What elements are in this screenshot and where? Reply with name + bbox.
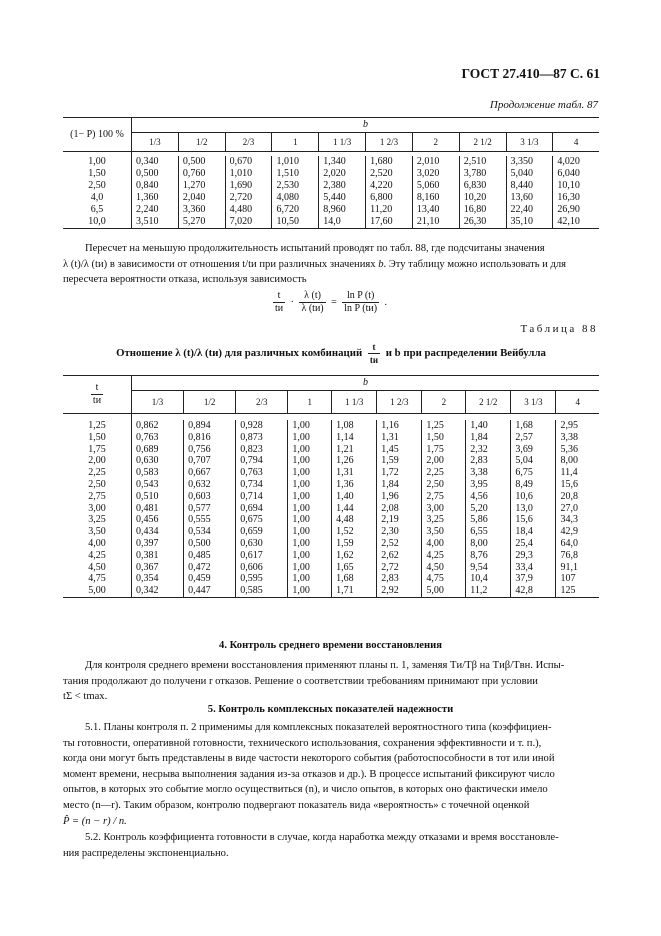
table-cell: 0,823 (236, 444, 288, 456)
table-cell: 0,459 (184, 573, 236, 585)
table-cell: 1,45 (377, 444, 422, 456)
page-header-code: ГОСТ 27.410—87 С. 61 (461, 66, 600, 81)
table88-b-label: b (132, 376, 600, 391)
table-cell: 1,00 (288, 585, 332, 597)
table-cell: 2,520 (366, 168, 413, 180)
table-cell: 1,25 (422, 420, 466, 432)
table-cell: 5,20 (466, 503, 511, 515)
table-cell: 3,510 (132, 216, 179, 229)
table-cell: 5,270 (178, 216, 225, 229)
table-cell: 16,30 (553, 192, 599, 204)
table-cell: 26,30 (459, 216, 506, 229)
table-cell: 1,360 (132, 192, 179, 204)
table-cell: 1,010 (225, 168, 272, 180)
table-row (63, 573, 599, 585)
table-cell: 1,00 (288, 503, 332, 515)
table-cell: 1,14 (332, 432, 377, 444)
table-cell: 9,54 (466, 562, 511, 574)
table-cell: 37,9 (511, 573, 556, 585)
table-cell: 6,830 (459, 180, 506, 192)
row-label-cell: 4,75 (88, 573, 106, 585)
table-cell: 6,040 (553, 168, 599, 180)
table87-col-header: 2 (412, 133, 459, 152)
table-cell: 0,630 (236, 538, 288, 550)
table-cell: 0,367 (132, 562, 184, 574)
table-cell: 0,760 (178, 168, 225, 180)
table-cell: 2,380 (319, 180, 366, 192)
table87-col-header: 1/2 (178, 133, 225, 152)
table-cell: 3,69 (511, 444, 556, 456)
table-cell: 8,76 (466, 550, 511, 562)
table-cell: 1,84 (377, 479, 422, 491)
table-continuation-note: Продолжение табл. 87 (489, 99, 598, 111)
table-cell: 6,55 (466, 526, 511, 538)
table-cell: 2,95 (556, 420, 599, 432)
row-label-cell: 4,0 (90, 192, 104, 203)
table-cell: 0,816 (184, 432, 236, 444)
table-cell: 0,928 (236, 420, 288, 432)
table-cell: 0,577 (184, 503, 236, 515)
table-cell: 5,36 (556, 444, 599, 456)
table88-col-header: 1 2/3 (377, 391, 422, 414)
table-cell: 4,75 (422, 573, 466, 585)
row-label-cell: 1,25 (88, 420, 106, 431)
table-cell: 34,3 (556, 514, 599, 526)
table-cell: 8,00 (466, 538, 511, 550)
table-row (63, 180, 599, 192)
table-cell: 6,800 (366, 192, 413, 204)
ratio-formula: t tи · λ (t) λ (tи) = ln P (t) ln P (tи) . (275, 290, 388, 314)
table-cell: 1,44 (332, 503, 377, 515)
table-row (63, 432, 599, 444)
row-label-cell: 2,25 (88, 467, 106, 479)
table-cell: 1,26 (332, 455, 377, 467)
table-row (63, 444, 599, 456)
table-cell: 3,360 (178, 204, 225, 216)
table-cell: 2,30 (377, 526, 422, 538)
table-cell: 0,354 (132, 573, 184, 585)
table-cell: 3,95 (466, 479, 511, 491)
row-label-cell: 3,25 (88, 514, 106, 526)
table-row (63, 216, 599, 229)
table-row (63, 455, 599, 467)
table-cell: 4,480 (225, 204, 272, 216)
table-cell: 2,19 (377, 514, 422, 526)
table87-col-header: 4 (553, 133, 599, 152)
table-row (63, 204, 599, 216)
table-cell: 1,08 (332, 420, 377, 432)
table-cell: 8,160 (412, 192, 459, 204)
table-cell: 0,873 (236, 432, 288, 444)
table-cell: 16,80 (459, 204, 506, 216)
table-row (63, 526, 599, 538)
section5-paragraph-2: 5.2. Контроль коэффициента готовности в случае, когда наработка между отказами и время восстановле- ния распределены экспоненциально. (63, 832, 559, 859)
table-cell: 11,2 (466, 585, 511, 597)
table-cell: 1,31 (377, 432, 422, 444)
table-cell: 5,86 (466, 514, 511, 526)
table-cell: 1,00 (288, 550, 332, 562)
table-cell: 8,960 (319, 204, 366, 216)
table-cell: 2,040 (178, 192, 225, 204)
table88-col-header: 1 (288, 391, 332, 414)
table-cell: 3,020 (412, 168, 459, 180)
table-cell: 0,381 (132, 550, 184, 562)
table-cell: 0,500 (132, 168, 179, 180)
table-cell: 1,00 (288, 444, 332, 456)
table-cell: 1,00 (288, 491, 332, 503)
table-cell: 0,840 (132, 180, 179, 192)
table-row (63, 585, 599, 597)
table88-col-header: 2/3 (236, 391, 288, 414)
table-cell: 3,50 (422, 526, 466, 538)
table-cell: 17,60 (366, 216, 413, 229)
table-cell: 0,543 (132, 479, 184, 491)
table-cell: 1,00 (288, 432, 332, 444)
table-cell: 4,220 (366, 180, 413, 192)
row-label-cell: 3,50 (88, 526, 106, 538)
table-cell: 1,68 (511, 420, 556, 432)
row-label-cell: 1,50 (88, 168, 106, 179)
table-cell: 1,340 (319, 156, 366, 168)
table-cell: 2,83 (466, 455, 511, 467)
table-cell: 18,4 (511, 526, 556, 538)
table-cell: 1,62 (332, 550, 377, 562)
table-cell: 2,32 (466, 444, 511, 456)
row-label-cell: 4,00 (88, 537, 106, 549)
table-cell: 26,90 (553, 204, 599, 216)
table-cell: 0,894 (184, 420, 236, 432)
table-cell: 1,36 (332, 479, 377, 491)
section4-heading: 4. Контроль среднего времени восстановления (219, 640, 442, 651)
table-row (63, 514, 599, 526)
table-87 (63, 117, 599, 229)
table-cell: 0,456 (132, 514, 184, 526)
table-cell: 1,71 (332, 585, 377, 597)
table-cell: 2,52 (377, 538, 422, 550)
table-cell: 76,8 (556, 550, 599, 562)
table-cell: 4,50 (422, 562, 466, 574)
table88-label: Таблица 88 (520, 323, 598, 335)
table-cell: 0,694 (236, 503, 288, 515)
table-cell: 2,530 (272, 180, 319, 192)
table-cell: 107 (556, 573, 599, 585)
table87-first-col-header: (1− P) 100 % (63, 118, 132, 152)
table-cell: 2,62 (377, 550, 422, 562)
row-label-cell: 2,50 (88, 180, 106, 191)
table-cell: 0,485 (184, 550, 236, 562)
table-row (63, 156, 599, 168)
table-cell: 14,0 (319, 216, 366, 229)
table-cell: 0,397 (132, 538, 184, 550)
section5-heading: 5. Контроль комплексных показателей надежности (207, 704, 454, 715)
table-cell: 0,689 (132, 444, 184, 456)
row-label-cell: 4,25 (88, 549, 106, 561)
table-cell: 6,75 (511, 467, 556, 479)
table88-col-header: 2 (422, 391, 466, 414)
table-cell: 13,60 (506, 192, 553, 204)
table87-b-label: b (132, 118, 600, 133)
table-cell: 1,00 (288, 455, 332, 467)
table88-col-header: 3 1/3 (511, 391, 556, 414)
table87-col-header: 1 1/3 (319, 133, 366, 152)
table-cell: 0,340 (132, 156, 179, 168)
table-cell: 4,080 (272, 192, 319, 204)
table88-title: Отношение λ (t)/λ (tи) для различных комбинаций t tи и b при распределении Вейбулла (116, 342, 546, 365)
table-cell: 0,675 (236, 514, 288, 526)
table-cell: 10,50 (272, 216, 319, 229)
row-label-cell: 1,50 (88, 431, 106, 443)
table-cell: 1,510 (272, 168, 319, 180)
table-row (63, 491, 599, 503)
table-cell: 0,434 (132, 526, 184, 538)
table-cell: 1,50 (422, 432, 466, 444)
recalc-paragraph: Пересчет на меньшую продолжительность испытаний проводят по табл. 88, где подсчитаны значения λ (t)/λ (tи) в зависимости от отношения t/tи при различных значениях b. Эту таблицу можно использовать и для пересчета вероятности отказа, используя зависимость (63, 243, 567, 285)
table-cell: 10,20 (459, 192, 506, 204)
row-label-cell: 2,00 (88, 455, 106, 467)
table-cell: 1,270 (178, 180, 225, 192)
table-cell: 8,440 (506, 180, 553, 192)
table-cell: 22,40 (506, 204, 553, 216)
table-cell: 11,20 (366, 204, 413, 216)
table-cell: 42,10 (553, 216, 599, 229)
table-cell: 6,720 (272, 204, 319, 216)
table-cell: 3,38 (556, 432, 599, 444)
table-cell: 1,75 (422, 444, 466, 456)
table-row (63, 467, 599, 479)
table-cell: 1,68 (332, 573, 377, 585)
table-cell: 1,65 (332, 562, 377, 574)
table-cell: 0,667 (184, 467, 236, 479)
table-cell: 2,57 (511, 432, 556, 444)
table-cell: 42,8 (511, 585, 556, 597)
table-cell: 13,0 (511, 503, 556, 515)
table-cell: 42,9 (556, 526, 599, 538)
table-cell: 5,440 (319, 192, 366, 204)
table-cell: 64,0 (556, 538, 599, 550)
table-cell: 1,16 (377, 420, 422, 432)
table-cell: 29,3 (511, 550, 556, 562)
table-cell: 0,583 (132, 467, 184, 479)
table-cell: 2,010 (412, 156, 459, 168)
table-cell: 27,0 (556, 503, 599, 515)
table-cell: 20,8 (556, 491, 599, 503)
table-cell: 1,00 (288, 420, 332, 432)
table-cell: 2,92 (377, 585, 422, 597)
table-88 (63, 375, 599, 598)
table-cell: 3,25 (422, 514, 466, 526)
table-cell: 3,00 (422, 503, 466, 515)
table-cell: 0,630 (132, 455, 184, 467)
table-cell: 2,020 (319, 168, 366, 180)
table-cell: 0,763 (236, 467, 288, 479)
table-cell: 3,780 (459, 168, 506, 180)
table-cell: 3,38 (466, 467, 511, 479)
table-cell: 4,56 (466, 491, 511, 503)
table-cell: 1,72 (377, 467, 422, 479)
table-cell: 0,714 (236, 491, 288, 503)
table-cell: 0,595 (236, 573, 288, 585)
table-cell: 8,00 (556, 455, 599, 467)
table-cell: 0,510 (132, 491, 184, 503)
table-cell: 8,49 (511, 479, 556, 491)
table-cell: 1,96 (377, 491, 422, 503)
table-cell: 2,08 (377, 503, 422, 515)
table-cell: 5,060 (412, 180, 459, 192)
table-cell: 1,00 (288, 479, 332, 491)
table88-col-header: 2 1/2 (466, 391, 511, 414)
table-cell: 0,606 (236, 562, 288, 574)
table-cell: 4,25 (422, 550, 466, 562)
table-cell: 4,00 (422, 538, 466, 550)
table-cell: 0,659 (236, 526, 288, 538)
table-cell: 125 (556, 585, 599, 597)
table-cell: 7,020 (225, 216, 272, 229)
table88-col-header: 1 1/3 (332, 391, 377, 414)
table-row (63, 550, 599, 562)
table-row (63, 479, 599, 491)
row-label-cell: 5,00 (63, 585, 132, 597)
table-cell: 1,00 (288, 467, 332, 479)
table-cell: 21,10 (412, 216, 459, 229)
table-cell: 0,670 (225, 156, 272, 168)
table-cell: 10,10 (553, 180, 599, 192)
table-cell: 2,720 (225, 192, 272, 204)
table-row (63, 168, 599, 180)
table87-col-header: 1 2/3 (366, 133, 413, 152)
table-cell: 1,84 (466, 432, 511, 444)
table-cell: 0,707 (184, 455, 236, 467)
table-cell: 1,31 (332, 467, 377, 479)
table-cell: 1,40 (332, 491, 377, 503)
row-label-cell: 1,75 (88, 443, 106, 455)
table-cell: 0,500 (178, 156, 225, 168)
table-cell: 1,00 (288, 538, 332, 550)
row-label-cell: 6,5 (90, 204, 104, 215)
table-cell: 11,4 (556, 467, 599, 479)
table-cell: 0,585 (236, 585, 288, 597)
table-cell: 0,603 (184, 491, 236, 503)
table-cell: 0,555 (184, 514, 236, 526)
row-label-cell: 4,50 (88, 561, 106, 573)
table-cell: 2,25 (422, 467, 466, 479)
table-cell: 0,447 (184, 585, 236, 597)
table-cell: 0,481 (132, 503, 184, 515)
table88-col-header: 4 (556, 391, 599, 414)
table-cell: 2,00 (422, 455, 466, 467)
table-row (63, 538, 599, 550)
table-cell: 91,1 (556, 562, 599, 574)
table-row (63, 562, 599, 574)
table87-col-header: 1 (272, 133, 319, 152)
table-cell: 2,83 (377, 573, 422, 585)
table-cell: 5,04 (511, 455, 556, 467)
table-cell: 10,4 (466, 573, 511, 585)
section5-formula: P̂ = (n − r) / n. (63, 816, 127, 827)
table-cell: 0,342 (132, 585, 184, 597)
row-label-cell: 10,0 (63, 216, 132, 229)
table-cell: 1,52 (332, 526, 377, 538)
table-row (63, 420, 599, 432)
table-cell: 25,4 (511, 538, 556, 550)
table-cell: 1,00 (288, 573, 332, 585)
section4-paragraph: Для контроля среднего времени восстановления применяют планы п. 1, заменяя Tи/Tβ на Tиβ/Tвн. Испы- тания продолжают до получени r отказов. Решение о соответствии требованиям принимают при условии tΣ < tmax. (63, 660, 565, 702)
row-label-cell: 3,00 (88, 502, 106, 514)
table-cell: 2,50 (422, 479, 466, 491)
table-cell: 1,680 (366, 156, 413, 168)
table-cell: 3,350 (506, 156, 553, 168)
table-cell: 33,4 (511, 562, 556, 574)
table88-col-header: 1/2 (184, 391, 236, 414)
table-cell: 0,763 (132, 432, 184, 444)
table88-first-col-header: t tи (63, 376, 132, 414)
table-cell: 5,040 (506, 168, 553, 180)
table87-col-header: 2/3 (225, 133, 272, 152)
table-cell: 4,48 (332, 514, 377, 526)
table-cell: 0,534 (184, 526, 236, 538)
table-cell: 2,72 (377, 562, 422, 574)
table-cell: 0,472 (184, 562, 236, 574)
table87-col-header: 2 1/2 (459, 133, 506, 152)
table87-col-header: 3 1/3 (506, 133, 553, 152)
table-cell: 0,500 (184, 538, 236, 550)
row-label-cell: 2,50 (88, 478, 106, 490)
table-cell: 1,00 (288, 526, 332, 538)
table-cell: 2,75 (422, 491, 466, 503)
table-cell: 0,734 (236, 479, 288, 491)
table-cell: 0,794 (236, 455, 288, 467)
table-cell: 0,632 (184, 479, 236, 491)
table-cell: 1,59 (332, 538, 377, 550)
table-cell: 2,510 (459, 156, 506, 168)
table-cell: 1,40 (466, 420, 511, 432)
row-label-cell: 1,00 (88, 156, 106, 167)
table-cell: 15,6 (556, 479, 599, 491)
table-cell: 10,6 (511, 491, 556, 503)
table-cell: 35,10 (506, 216, 553, 229)
table-row (63, 503, 599, 515)
table88-col-header: 1/3 (132, 391, 184, 414)
table-cell: 1,00 (288, 514, 332, 526)
table-cell: 2,240 (132, 204, 179, 216)
row-label-cell: 2,75 (88, 490, 106, 502)
table-cell: 1,59 (377, 455, 422, 467)
table-cell: 1,690 (225, 180, 272, 192)
table-cell: 4,020 (553, 156, 599, 168)
table-cell: 13,40 (412, 204, 459, 216)
table-cell: 15,6 (511, 514, 556, 526)
table-cell: 1,00 (288, 562, 332, 574)
table-cell: 0,862 (132, 420, 184, 432)
section5-paragraph-1: 5.1. Планы контроля п. 2 применимы для комплексных показателей вероятностного типа (коэффициен- ты готовности, оперативной готовности, технического использования, сохранения эффективности и т. п.), когда они могут быть представлены в виде частости некоторого события (работоспособности в тот или иной момент времени, несрыва выполнения задания из-за отказов и др.). В процессе испытаний фиксируют число опытов, в которых это событие могло осуществиться (n), и число опытов, в которых оно фактически имело место (n—r). Таким образом, контролю подвергают показатель вида «вероятность» с точечной оценкой (63, 722, 555, 811)
table-cell: 0,756 (184, 444, 236, 456)
table-row (63, 192, 599, 204)
table87-col-header: 1/3 (132, 133, 179, 152)
table-cell: 5,00 (422, 585, 466, 597)
table-cell: 1,21 (332, 444, 377, 456)
table-cell: 0,617 (236, 550, 288, 562)
table-cell: 1,010 (272, 156, 319, 168)
